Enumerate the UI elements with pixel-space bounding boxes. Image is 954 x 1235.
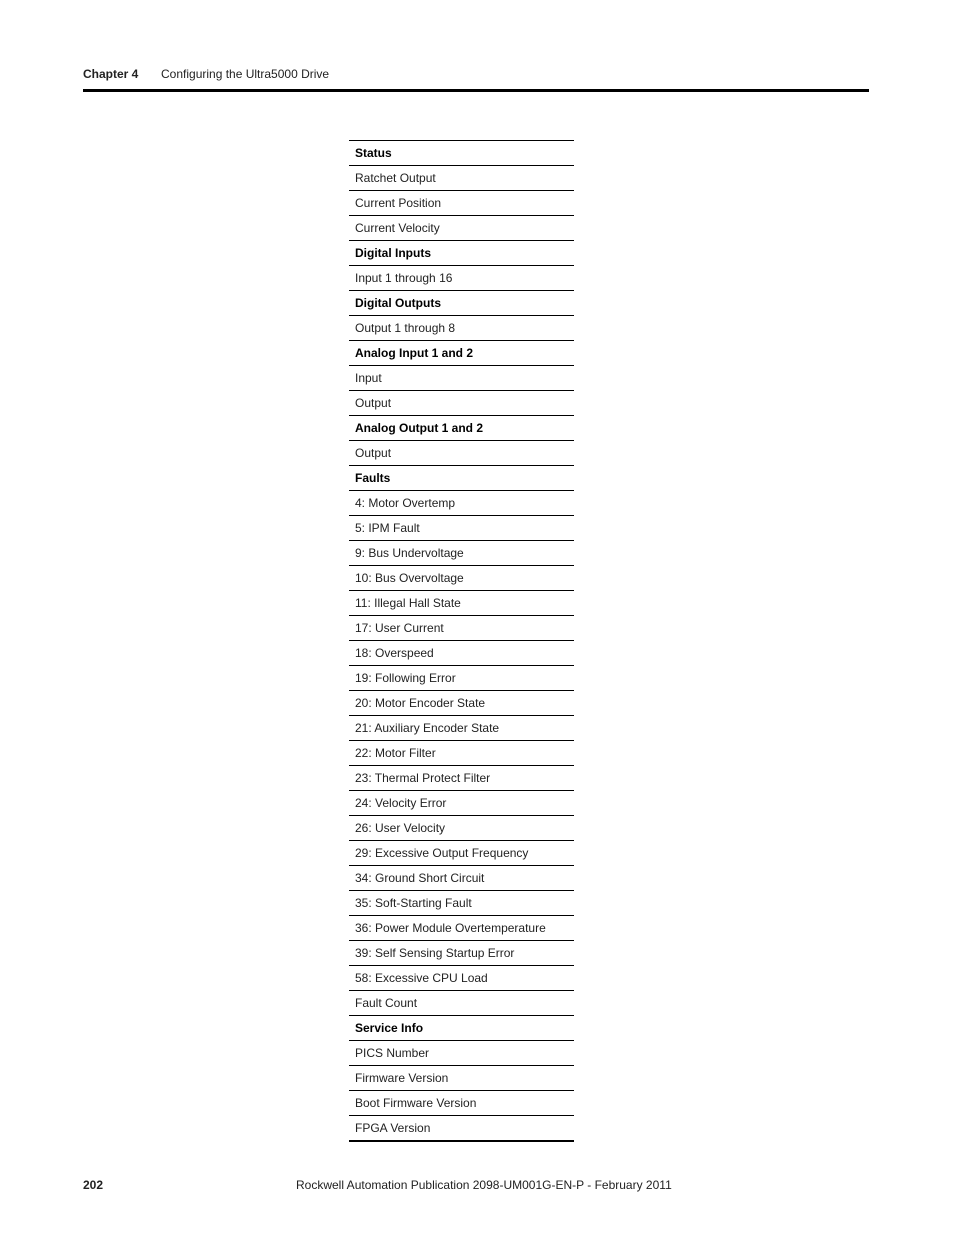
table-row: 26: User Velocity — [349, 816, 574, 841]
table-row: Input 1 through 16 — [349, 266, 574, 291]
page-number: 202 — [83, 1178, 104, 1192]
table-section-header: Digital Outputs — [349, 291, 574, 316]
table-row: 36: Power Module Overtemperature — [349, 916, 574, 941]
table-row: FPGA Version — [349, 1116, 574, 1142]
table-row: Input — [349, 366, 574, 391]
publication-info: Rockwell Automation Publication 2098-UM001G-EN-P - February 2011 — [296, 1178, 672, 1192]
page-header — [83, 66, 869, 82]
table-row: 23: Thermal Protect Filter — [349, 766, 574, 791]
page-footer — [83, 1176, 869, 1194]
table-section-header: Analog Output 1 and 2 — [349, 416, 574, 441]
table-row: 20: Motor Encoder State — [349, 691, 574, 716]
table-row: 5: IPM Fault — [349, 516, 574, 541]
table-row: 10: Bus Overvoltage — [349, 566, 574, 591]
table-row: 58: Excessive CPU Load — [349, 966, 574, 991]
table-row: 21: Auxiliary Encoder State — [349, 716, 574, 741]
parameter-table — [349, 140, 574, 1142]
table-row: Boot Firmware Version — [349, 1091, 574, 1116]
table-row: Current Velocity — [349, 216, 574, 241]
table-row: 39: Self Sensing Startup Error — [349, 941, 574, 966]
table-row: Ratchet Output — [349, 166, 574, 191]
table-row: PICS Number — [349, 1041, 574, 1066]
table-section-header: Digital Inputs — [349, 241, 574, 266]
table-section-header: Service Info — [349, 1016, 574, 1041]
table-row: Fault Count — [349, 991, 574, 1016]
table-section-header: Status — [349, 141, 574, 166]
table-row: Current Position — [349, 191, 574, 216]
header-divider — [83, 89, 869, 92]
table-row: 24: Velocity Error — [349, 791, 574, 816]
chapter-label: Chapter 4 — [83, 67, 139, 81]
table-row: 35: Soft-Starting Fault — [349, 891, 574, 916]
chapter-title: Configuring the Ultra5000 Drive — [161, 67, 330, 81]
table-row: 18: Overspeed — [349, 641, 574, 666]
table-row: 19: Following Error — [349, 666, 574, 691]
table-row: 29: Excessive Output Frequency — [349, 841, 574, 866]
table-row: Output 1 through 8 — [349, 316, 574, 341]
table-row: 17: User Current — [349, 616, 574, 641]
table-row: 11: Illegal Hall State — [349, 591, 574, 616]
table-row: Firmware Version — [349, 1066, 574, 1091]
table-row: 34: Ground Short Circuit — [349, 866, 574, 891]
table-row: 4: Motor Overtemp — [349, 491, 574, 516]
table-row: Output — [349, 441, 574, 466]
table-section-header: Faults — [349, 466, 574, 491]
table-row: 22: Motor Filter — [349, 741, 574, 766]
table-row: Output — [349, 391, 574, 416]
table-row: 9: Bus Undervoltage — [349, 541, 574, 566]
table-section-header: Analog Input 1 and 2 — [349, 341, 574, 366]
